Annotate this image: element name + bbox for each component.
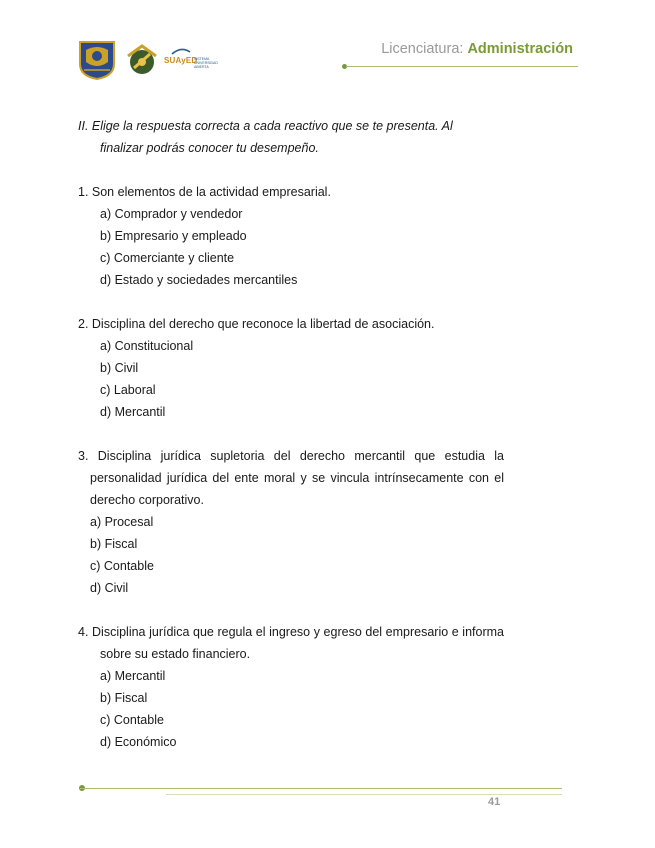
page-header — [0, 0, 655, 80]
question-4: 4. Disciplina jurídica que regula el ingreso y egreso del empresario e informa sobre su estado financiero. — [78, 625, 504, 661]
question-3-options — [78, 511, 504, 599]
instruction-line-1: II. Elige la respuesta correcta a cada reactivo que se te presenta. Al — [78, 119, 453, 133]
option: d) Civil — [90, 581, 129, 595]
question-1-options — [78, 203, 504, 291]
suayed-label: SUAyED — [164, 56, 198, 65]
header-divider — [346, 66, 578, 67]
question-4-options — [78, 665, 504, 753]
suayed-swirl-icon — [170, 46, 192, 56]
instruction-line-2: finalizar podrás conocer tu desempeño. — [100, 141, 319, 155]
suayed-logo — [164, 46, 218, 74]
option: b) Empresario y empleado — [100, 229, 247, 243]
program-title — [381, 41, 573, 57]
option: d) Mercantil — [100, 405, 166, 419]
option: d) Económico — [100, 735, 177, 749]
question-1: 1. Son elementos de la actividad empresarial. — [78, 185, 331, 199]
question-2-options — [78, 335, 504, 423]
program-title-prefix: Licenciatura: — [381, 41, 468, 57]
option: a) Comprador y vendedor — [100, 207, 243, 221]
question-3: 3. Disciplina jurídica supletoria del derecho mercantil que estudia la personalidad jurídica del ente moral y se vincula intrínsecamente con el derecho corporativo. — [78, 449, 504, 507]
option: c) Contable — [100, 713, 164, 727]
page-number: 41 — [488, 796, 501, 808]
option: b) Civil — [100, 361, 139, 375]
option: b) Fiscal — [100, 691, 148, 705]
suayed-sub: SISTEMA UNIVERSIDAD ABIERTA — [194, 57, 218, 69]
main-content — [78, 115, 504, 753]
option: c) Comerciante y cliente — [100, 251, 235, 265]
instruction — [78, 115, 504, 159]
fca-logo-icon — [124, 42, 160, 78]
option: c) Contable — [90, 559, 154, 573]
option: a) Mercantil — [100, 669, 166, 683]
option: d) Estado y sociedades mercantiles — [100, 273, 298, 287]
question-2: 2. Disciplina del derecho que reconoce la libertad de asociación. — [78, 317, 435, 331]
footer-divider — [80, 788, 562, 789]
unam-logo-icon — [78, 40, 116, 80]
footer-divider-secondary — [166, 794, 562, 795]
option: c) Laboral — [100, 383, 156, 397]
option: b) Fiscal — [90, 537, 138, 551]
program-title-strong: Administración — [467, 41, 573, 57]
option: a) Constitucional — [100, 339, 194, 353]
option: a) Procesal — [90, 515, 154, 529]
